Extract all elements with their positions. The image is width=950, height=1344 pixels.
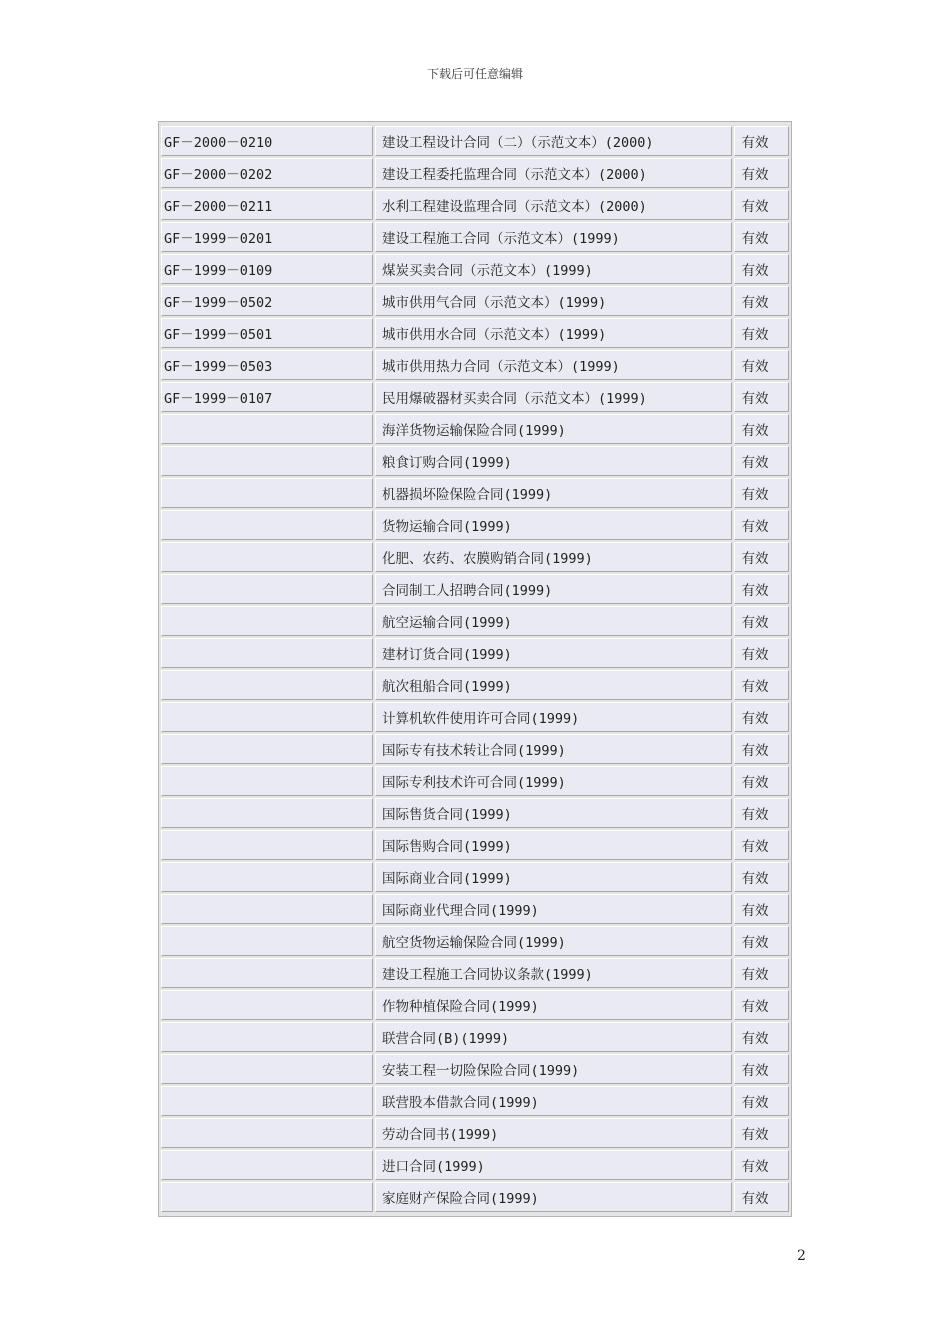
contract-status-cell: 有效: [734, 798, 789, 828]
contract-status-cell: 有效: [734, 862, 789, 892]
table-row: [161, 254, 789, 284]
contract-status-cell: 有效: [734, 926, 789, 956]
contract-status-cell: 有效: [734, 1182, 789, 1212]
contract-code-cell: [161, 638, 373, 668]
contract-code-cell: GF－1999－0503: [161, 350, 373, 380]
contract-code-cell: [161, 702, 373, 732]
contract-status-cell: 有效: [734, 542, 789, 572]
table-row: [161, 478, 789, 508]
contract-code-cell: [161, 734, 373, 764]
table-row: [161, 318, 789, 348]
contract-status-cell: 有效: [734, 1022, 789, 1052]
contract-status-cell: 有效: [734, 1054, 789, 1084]
contract-status-cell: 有效: [734, 446, 789, 476]
contract-code-cell: [161, 862, 373, 892]
table-row: [161, 1150, 789, 1180]
contract-status-cell: 有效: [734, 254, 789, 284]
contract-name-cell: 化肥、农药、农膜购销合同(1999): [375, 542, 732, 572]
contract-code-cell: [161, 830, 373, 860]
table-row: [161, 734, 789, 764]
contract-name-cell: 建设工程委托监理合同（示范文本）(2000): [375, 158, 732, 188]
contract-status-cell: 有效: [734, 734, 789, 764]
contract-status-cell: 有效: [734, 318, 789, 348]
table-row: [161, 158, 789, 188]
contract-code-cell: [161, 478, 373, 508]
table-row: [161, 510, 789, 540]
contract-table: [158, 121, 792, 1217]
contract-name-cell: 国际专利技术许可合同(1999): [375, 766, 732, 796]
table-row: [161, 606, 789, 636]
contract-status-cell: 有效: [734, 958, 789, 988]
contract-name-cell: 劳动合同书(1999): [375, 1118, 732, 1148]
contract-status-cell: 有效: [734, 350, 789, 380]
table-row: [161, 286, 789, 316]
contract-code-cell: GF－1999－0502: [161, 286, 373, 316]
table-row: [161, 574, 789, 604]
table-row: [161, 702, 789, 732]
contract-status-cell: 有效: [734, 158, 789, 188]
contract-table-body: [161, 126, 789, 1212]
contract-name-cell: 建材订货合同(1999): [375, 638, 732, 668]
contract-name-cell: 家庭财产保险合同(1999): [375, 1182, 732, 1212]
contract-name-cell: 航次租船合同(1999): [375, 670, 732, 700]
contract-code-cell: [161, 1118, 373, 1148]
contract-status-cell: 有效: [734, 638, 789, 668]
contract-name-cell: 进口合同(1999): [375, 1150, 732, 1180]
contract-code-cell: GF－2000－0211: [161, 190, 373, 220]
contract-status-cell: 有效: [734, 382, 789, 412]
contract-code-cell: [161, 574, 373, 604]
contract-name-cell: 机器损坏险保险合同(1999): [375, 478, 732, 508]
contract-name-cell: 建设工程设计合同（二）（示范文本）(2000): [375, 126, 732, 156]
contract-code-cell: [161, 990, 373, 1020]
contract-name-cell: 海洋货物运输保险合同(1999): [375, 414, 732, 444]
table-row: [161, 222, 789, 252]
table-row: [161, 542, 789, 572]
contract-name-cell: 建设工程施工合同协议条款(1999): [375, 958, 732, 988]
contract-code-cell: [161, 894, 373, 924]
contract-name-cell: 民用爆破器材买卖合同（示范文本）(1999): [375, 382, 732, 412]
table-row: [161, 1054, 789, 1084]
contract-code-cell: GF－2000－0210: [161, 126, 373, 156]
table-row: [161, 382, 789, 412]
contract-name-cell: 国际商业合同(1999): [375, 862, 732, 892]
table-row: [161, 830, 789, 860]
contract-name-cell: 国际专有技术转让合同(1999): [375, 734, 732, 764]
contract-code-cell: GF－2000－0202: [161, 158, 373, 188]
contract-status-cell: 有效: [734, 670, 789, 700]
contract-name-cell: 煤炭买卖合同（示范文本）(1999): [375, 254, 732, 284]
contract-code-cell: GF－1999－0107: [161, 382, 373, 412]
contract-status-cell: 有效: [734, 190, 789, 220]
contract-name-cell: 城市供用水合同（示范文本）(1999): [375, 318, 732, 348]
table-row: [161, 766, 789, 796]
page-number: 2: [797, 1248, 806, 1264]
contract-name-cell: 作物种植保险合同(1999): [375, 990, 732, 1020]
contract-status-cell: 有效: [734, 510, 789, 540]
table-row: [161, 798, 789, 828]
contract-name-cell: 国际售购合同(1999): [375, 830, 732, 860]
contract-code-cell: [161, 670, 373, 700]
contract-status-cell: 有效: [734, 990, 789, 1020]
contract-code-cell: [161, 446, 373, 476]
table-row: [161, 414, 789, 444]
contract-code-cell: [161, 1054, 373, 1084]
contract-name-cell: 国际商业代理合同(1999): [375, 894, 732, 924]
contract-code-cell: [161, 958, 373, 988]
contract-name-cell: 航空货物运输保险合同(1999): [375, 926, 732, 956]
contract-name-cell: 联营合同(B)(1999): [375, 1022, 732, 1052]
contract-code-cell: [161, 606, 373, 636]
contract-code-cell: [161, 1150, 373, 1180]
contract-name-cell: 合同制工人招聘合同(1999): [375, 574, 732, 604]
contract-name-cell: 国际售货合同(1999): [375, 798, 732, 828]
contract-name-cell: 货物运输合同(1999): [375, 510, 732, 540]
table-row: [161, 990, 789, 1020]
table-row: [161, 894, 789, 924]
contract-name-cell: 航空运输合同(1999): [375, 606, 732, 636]
contract-status-cell: 有效: [734, 574, 789, 604]
contract-status-cell: 有效: [734, 1086, 789, 1116]
contract-name-cell: 城市供用气合同（示范文本）(1999): [375, 286, 732, 316]
contract-status-cell: 有效: [734, 830, 789, 860]
contract-status-cell: 有效: [734, 1118, 789, 1148]
contract-name-cell: 城市供用热力合同（示范文本）(1999): [375, 350, 732, 380]
contract-code-cell: [161, 414, 373, 444]
table-row: [161, 958, 789, 988]
contract-name-cell: 建设工程施工合同（示范文本）(1999): [375, 222, 732, 252]
contract-name-cell: 安装工程一切险保险合同(1999): [375, 1054, 732, 1084]
contract-code-cell: [161, 1182, 373, 1212]
contract-status-cell: 有效: [734, 894, 789, 924]
contract-code-cell: [161, 542, 373, 572]
contract-status-cell: 有效: [734, 222, 789, 252]
contract-code-cell: [161, 510, 373, 540]
contract-code-cell: [161, 926, 373, 956]
contract-status-cell: 有效: [734, 606, 789, 636]
contract-name-cell: 联营股本借款合同(1999): [375, 1086, 732, 1116]
contract-status-cell: 有效: [734, 414, 789, 444]
contract-code-cell: [161, 1086, 373, 1116]
table-row: [161, 1118, 789, 1148]
contract-code-cell: GF－1999－0501: [161, 318, 373, 348]
contract-code-cell: GF－1999－0201: [161, 222, 373, 252]
contract-name-cell: 计算机软件使用许可合同(1999): [375, 702, 732, 732]
contract-status-cell: 有效: [734, 766, 789, 796]
contract-status-cell: 有效: [734, 126, 789, 156]
contract-code-cell: [161, 1022, 373, 1052]
contract-status-cell: 有效: [734, 702, 789, 732]
table-row: [161, 670, 789, 700]
table-row: [161, 126, 789, 156]
contract-name-cell: 粮食订购合同(1999): [375, 446, 732, 476]
table-row: [161, 1086, 789, 1116]
contract-status-cell: 有效: [734, 1150, 789, 1180]
contract-status-cell: 有效: [734, 478, 789, 508]
contract-status-cell: 有效: [734, 286, 789, 316]
table-row: [161, 446, 789, 476]
table-row: [161, 1022, 789, 1052]
table-row: [161, 862, 789, 892]
contract-name-cell: 水利工程建设监理合同（示范文本）(2000): [375, 190, 732, 220]
table-row: [161, 190, 789, 220]
contract-code-cell: GF－1999－0109: [161, 254, 373, 284]
page-header: 下载后可任意编辑: [426, 67, 523, 81]
table-row: [161, 350, 789, 380]
table-row: [161, 638, 789, 668]
table-row: [161, 926, 789, 956]
contract-code-cell: [161, 766, 373, 796]
table-row: [161, 1182, 789, 1212]
contract-code-cell: [161, 798, 373, 828]
